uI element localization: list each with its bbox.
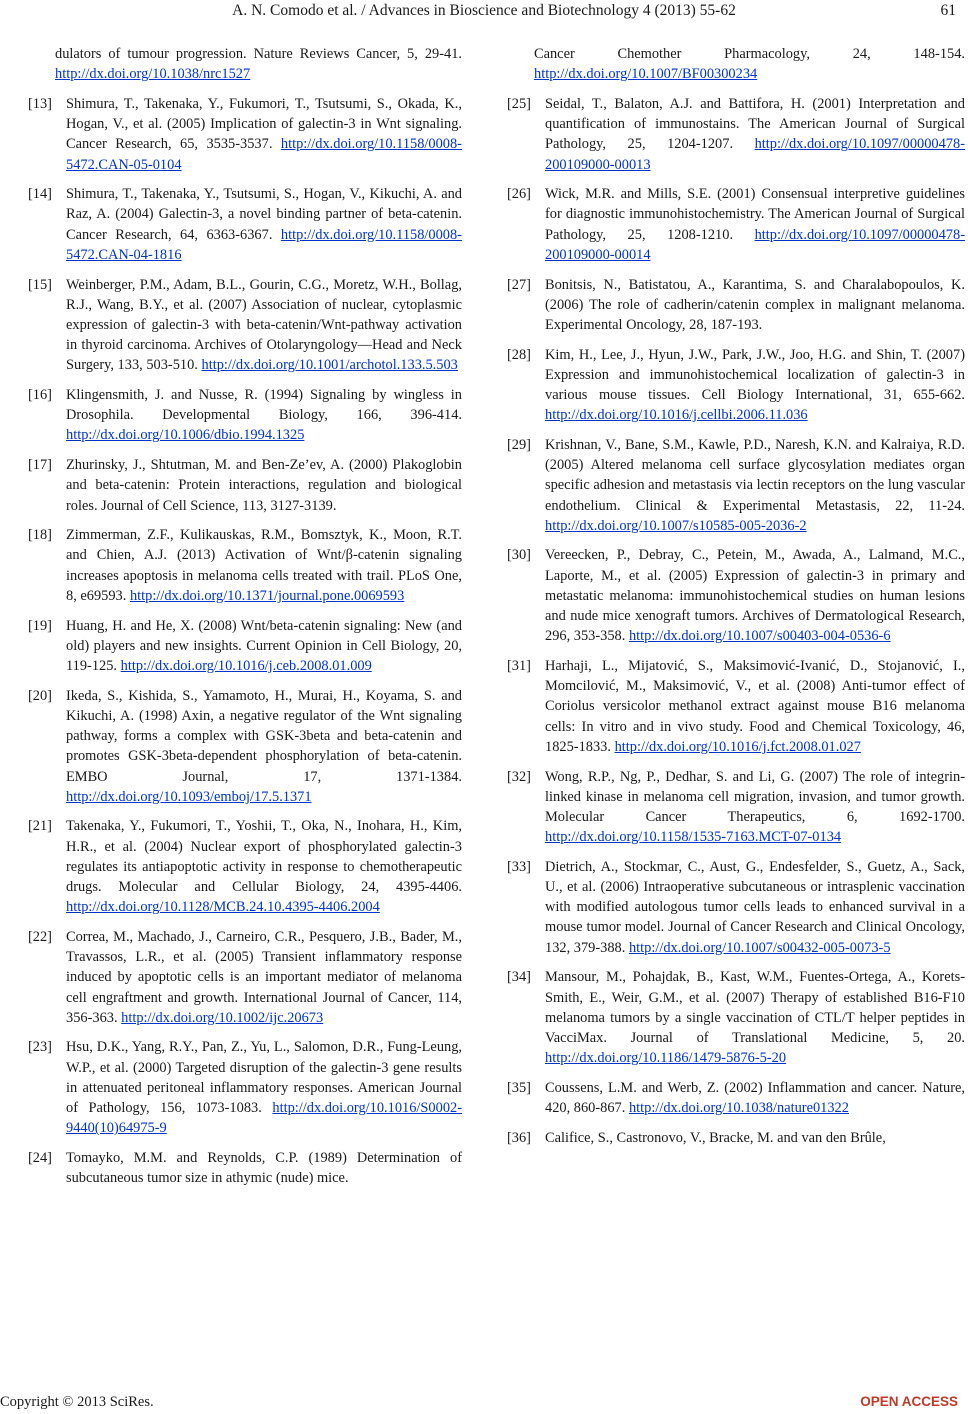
reference-entry (28, 616, 462, 677)
reference-number: [35] (507, 1079, 531, 1096)
reference-body (66, 927, 462, 1028)
reference-entry (507, 767, 965, 848)
reference-text: Bonitsis, N., Batistatou, A., Karantima, S. and Charalabopoulos, K. (2006) The role of cadherin/catenin complex in malignant melanoma. Experimental Oncology, 28, 187-193. (545, 276, 965, 333)
reference-text: Klingensmith, J. and Nusse, R. (1994) Signaling by wingless in Drosophila. Developmental Biology, 166, 396-414. (66, 387, 462, 424)
reference-text: Dietrich, A., Stockmar, C., Aust, G., Endesfelder, S., Guetz, A., Sack, U., et al. (2006) Intraoperative subcutaneous or intrasplenic vaccination with modified autologous tumor cells leads to enhanced survival in a mouse tumor model. Journal of Cancer Research and Clinical Oncology, 132, 379-388. (545, 858, 965, 956)
reference-body (66, 94, 462, 175)
reference-text: Ikeda, S., Kishida, S., Yamamoto, H., Murai, H., Koyama, S. and Kikuchi, A. (1998) Axin, a negative regulator of the Wnt signaling pathway, forms a complex with GSK-3beta and beta-catenin and promotes GSK-3beta-dependent phosphorylation of beta-catenin. EMBO Journal, 17, 1371-1384. (66, 687, 462, 785)
reference-entry (28, 455, 462, 516)
reference-text: Shimura, T., Takenaka, Y., Fukumori, T., Tsutsumi, S., Okada, K., Hogan, V., et al. (2005) Implication of galectin-3 in Wnt signaling. Cancer Research, 65, 3535-3537. (66, 95, 462, 153)
reference-entry (28, 184, 462, 265)
reference-body (545, 184, 965, 265)
reference-text: Mansour, M., Pohajdak, B., Kast, W.M., Fuentes-Ortega, A., Korets-Smith, E., Weir, G.M., et al. (2007) Therapy of established B16-F10 melanoma tumors by a single vaccination of CTL/T helper peptides in VacciMax. Journal of Translational Medicine, 5, 20. (545, 969, 965, 1046)
reference-body (66, 616, 462, 677)
reference-entry (28, 927, 462, 1028)
reference-entry (28, 686, 462, 807)
running-header (0, 0, 968, 26)
reference-entry (507, 545, 965, 646)
reference-entry (507, 656, 965, 757)
reference-text: Harhaji, L., Mijatović, S., Maksimović-Ivanić, D., Stojanović, I., Momcilović, M., Maksimović, V., et al. (2008) Anti-tumor effect of Coriolus versicolor methanol extract against mouse B16 melanoma cells: In vitro and in vivo study. Food and Chemical Toxicology, 46, 1825-1833. (545, 657, 965, 755)
reference-entry (28, 1148, 462, 1188)
doi-link[interactable]: http://dx.doi.org/10.1097/00000478-200109000-00014 (545, 226, 965, 263)
reference-body (545, 94, 965, 175)
reference-entry (507, 1128, 965, 1148)
reference-text: Zimmerman, Z.F., Kulikauskas, R.M., Bomsztyk, K., Moon, R.T. and Chien, A.J. (2013) Activation of Wnt/β-catenin signaling increases apoptosis in melanoma cells treated with trail. PLoS One, 8, e69593. (66, 527, 462, 604)
reference-number: [13] (28, 95, 52, 112)
reference-body (545, 656, 965, 757)
reference-text: Wong, R.P., Ng, P., Dedhar, S. and Li, G. (2007) The role of integrin-linked kinase in melanoma cell migration, invasion, and tumor growth. Molecular Cancer Therapeutics, 6, 1692-1700. (545, 768, 965, 825)
reference-body (545, 1128, 965, 1148)
reference-number: [25] (507, 95, 531, 112)
reference-number: [29] (507, 436, 531, 453)
reference-text: dulators of tumour progression. Nature Reviews Cancer, 5, 29-41. (55, 46, 462, 62)
reference-entry (507, 184, 965, 265)
reference-text: Wick, M.R. and Mills, S.E. (2001) Consensual interpretive guidelines for diagnostic immunohistochemistry. The American Journal of Surgical Pathology, 25, 1208-1210. (545, 186, 965, 243)
reference-text: Seidal, T., Balaton, A.J. and Battifora, H. (2001) Interpretation and quantification of immunostains. The American Journal of Surgical Pathology, 25, 1204-1207. (545, 95, 965, 153)
reference-text: Shimura, T., Takenaka, Y., Tsutsumi, S., Hogan, V., Kikuchi, A. and Raz, A. (2004) Galectin-3, a novel binding partner of beta-catenin. Cancer Research, 64, 6363-6367. (66, 186, 462, 243)
reference-entry (28, 1037, 462, 1138)
reference-entry (28, 275, 462, 376)
reference-number: [26] (507, 186, 531, 203)
reference-body (66, 686, 462, 807)
reference-text: Califice, S., Castronovo, V., Bracke, M. and van den Brûle, (545, 1129, 886, 1146)
reference-entry (507, 345, 965, 426)
reference-body (66, 816, 462, 917)
reference-entry (507, 94, 965, 175)
reference-number: [14] (28, 186, 52, 203)
reference-body (66, 525, 462, 606)
reference-body (545, 857, 965, 958)
left-reference-column (28, 44, 462, 1198)
doi-link[interactable]: http://dx.doi.org/10.1128/MCB.24.10.4395-4406.2004 (66, 899, 380, 916)
reference-number: [31] (507, 657, 531, 674)
reference-number: [16] (28, 387, 52, 404)
doi-link[interactable]: http://dx.doi.org/10.1093/emboj/17.5.1371 (66, 788, 312, 805)
reference-text: Takenaka, Y., Fukumori, T., Yoshii, T., Oka, N., Inohara, H., Kim, H.R., et al. (2004) Nuclear export of phosphorylated galectin-3 regulates its antiapoptotic activity in response to chemotherapeutic drugs. Molecular and Cellular Biology, 24, 4395-4406. (66, 818, 462, 896)
reference-body (545, 345, 965, 426)
reference-body (545, 275, 965, 336)
reference-body (66, 1037, 462, 1138)
right-reference-column (507, 44, 965, 1157)
reference-number: [19] (28, 617, 52, 634)
reference-text: Zhurinsky, J., Shtutman, M. and Ben-Ze’ev, A. (2000) Plakoglobin and beta-catenin: Protein interactions, regulation and biological roles. Journal of Cell Science, 113, 3127-3139. (66, 457, 462, 514)
running-title: A. N. Comodo et al. / Advances in Bioscience and Biotechnology 4 (2013) 55-62 (232, 2, 736, 19)
reference-number: [27] (507, 276, 531, 293)
reference-text: Correa, M., Machado, J., Carneiro, C.R., Pesquero, J.B., Bader, M., Travassos, L.R., et al. (2005) Transient inflammatory response induced by apoptotic cells is an important mediator of melanoma cell engraftment and growth. International Journal of Cancer, 114, 356-363. (66, 928, 462, 1026)
reference-text: Weinberger, P.M., Adam, B.L., Gourin, C.G., Moretz, W.H., Bollag, R.J., Wang, B.Y., et al. (2007) Association of nuclear, cytoplasmic expression of galectin-3 with beta-catenin/Wnt-pathway activation in thyroid carcinoma. Archives of Otolaryngology—Head and Neck Surgery, 133, 503-510. (66, 276, 462, 374)
doi-link[interactable]: http://dx.doi.org/10.1158/0008-5472.CAN-04-1816 (66, 226, 462, 263)
reference-body (545, 767, 965, 848)
reference-text: Vereecken, P., Debray, C., Petein, M., Awada, A., Lalmand, M.C., Laporte, M., et al. (2005) Expression of galectin-3 in primary and metastatic melanoma: immunohistochemical studies on human lesions and nude mice xenograft tumors. Archives of Dermatological Research, 296, 353-358. (545, 547, 965, 645)
reference-entry (507, 44, 965, 84)
doi-link[interactable]: http://dx.doi.org/10.1016/j.ceb.2008.01.009 (120, 657, 372, 674)
doi-link[interactable]: http://dx.doi.org/10.1158/0008-5472.CAN-05-0104 (66, 136, 462, 173)
reference-entry (507, 275, 965, 336)
reference-text: Krishnan, V., Bane, S.M., Kawle, P.D., Naresh, K.N. and Kalraiya, R.D. (2005) Altered melanoma cell surface glycosylation mediates organ specific adhesion and metastasis via lectin receptors on the lung vascular endothelium. Clinical & Experimental Metastasis, 22, 11-24. (545, 436, 965, 514)
reference-number: [32] (507, 768, 531, 785)
reference-entry (28, 816, 462, 917)
reference-entry (28, 44, 462, 84)
copyright-notice: Copyright © 2013 SciRes. (0, 1394, 154, 1410)
reference-number: [20] (28, 687, 52, 704)
reference-body (66, 385, 462, 446)
doi-link[interactable]: http://dx.doi.org/10.1038/nrc1527 (55, 66, 251, 83)
reference-entry (507, 1078, 965, 1118)
doi-link[interactable]: http://dx.doi.org/10.1002/ijc.20673 (121, 1009, 324, 1026)
reference-body (507, 44, 965, 84)
reference-number: [36] (507, 1129, 531, 1146)
reference-body (66, 184, 462, 265)
reference-entry (507, 435, 965, 536)
reference-entry (507, 857, 965, 958)
reference-body (545, 545, 965, 646)
reference-body (66, 275, 462, 376)
reference-body (545, 435, 965, 536)
reference-entry (28, 525, 462, 606)
reference-number: [30] (507, 547, 531, 564)
reference-body (545, 967, 965, 1068)
doi-link[interactable]: http://dx.doi.org/10.1186/1479-5876-5-20 (545, 1050, 787, 1067)
doi-link[interactable]: http://dx.doi.org/10.1016/j.cellbi.2006.11.036 (545, 407, 808, 424)
reference-text: Cancer Chemother Pharmacology, 24, 148-154. (534, 46, 965, 62)
doi-link[interactable]: http://dx.doi.org/10.1007/s00403-004-0536-6 (628, 628, 891, 645)
reference-number: [15] (28, 276, 52, 293)
reference-entry (28, 94, 462, 175)
reference-body (66, 455, 462, 516)
page-number: 61 (940, 2, 956, 19)
reference-number: [28] (507, 346, 531, 363)
reference-number: [33] (507, 858, 531, 875)
doi-link[interactable]: http://dx.doi.org/10.1097/00000478-200109000-00013 (545, 136, 965, 173)
reference-text: Tomayko, M.M. and Reynolds, C.P. (1989) Determination of subcutaneous tumor size in athymic (nude) mice. (66, 1149, 462, 1187)
reference-entry (28, 385, 462, 446)
reference-number: [23] (28, 1039, 52, 1056)
reference-number: [21] (28, 818, 52, 835)
open-access-label: OPEN ACCESS (860, 1394, 958, 1409)
reference-body (545, 1078, 965, 1118)
doi-link[interactable]: http://dx.doi.org/10.1038/nature01322 (628, 1100, 849, 1117)
reference-text: Huang, H. and He, X. (2008) Wnt/beta-catenin signaling: New (and old) players and new insights. Current Opinion in Cell Biology, 20, 119-125. (66, 617, 462, 674)
reference-text: Kim, H., Lee, J., Hyun, J.W., Park, J.W., Joo, H.G. and Shin, T. (2007) Expression and immunohistochemical localization of galectin-3 in various mouse tissues. Cell Biology International, 31, 655-662. (545, 346, 965, 404)
doi-link[interactable]: http://dx.doi.org/10.1371/journal.pone.0069593 (129, 587, 405, 604)
doi-link[interactable]: http://dx.doi.org/10.1016/j.fct.2008.01.027 (614, 738, 861, 755)
page-footer (0, 1394, 968, 1414)
doi-link[interactable]: http://dx.doi.org/10.1007/s10585-005-2036-2 (545, 517, 807, 534)
reference-text: Coussens, L.M. and Werb, Z. (2002) Inflammation and cancer. Nature, 420, 860-867. (545, 1079, 965, 1117)
doi-link[interactable]: http://dx.doi.org/10.1016/S0002-9440(10)64975-9 (66, 1100, 462, 1137)
reference-number: [17] (28, 457, 52, 474)
doi-link[interactable]: http://dx.doi.org/10.1007/s00432-005-0073-5 (628, 939, 891, 956)
reference-text: Hsu, D.K., Yang, R.Y., Pan, Z., Yu, L., Salomon, D.R., Fung-Leung, W.P., et al. (2000) Targeted disruption of the galectin-3 gene results in attenuated peritoneal inflammatory responses. American Journal of Pathology, 156, 1073-1083. (66, 1039, 462, 1117)
doi-link[interactable]: http://dx.doi.org/10.1001/archotol.133.5.503 (201, 357, 458, 374)
reference-entry (507, 967, 965, 1068)
doi-link[interactable]: http://dx.doi.org/10.1007/BF00300234 (534, 66, 758, 83)
doi-link[interactable]: http://dx.doi.org/10.1158/1535-7163.MCT-07-0134 (545, 829, 842, 846)
reference-number: [22] (28, 928, 52, 945)
reference-body (66, 1148, 462, 1188)
reference-number: [24] (28, 1149, 52, 1166)
reference-number: [34] (507, 969, 531, 986)
reference-body (28, 44, 462, 84)
doi-link[interactable]: http://dx.doi.org/10.1006/dbio.1994.1325 (66, 427, 305, 444)
reference-number: [18] (28, 527, 52, 544)
